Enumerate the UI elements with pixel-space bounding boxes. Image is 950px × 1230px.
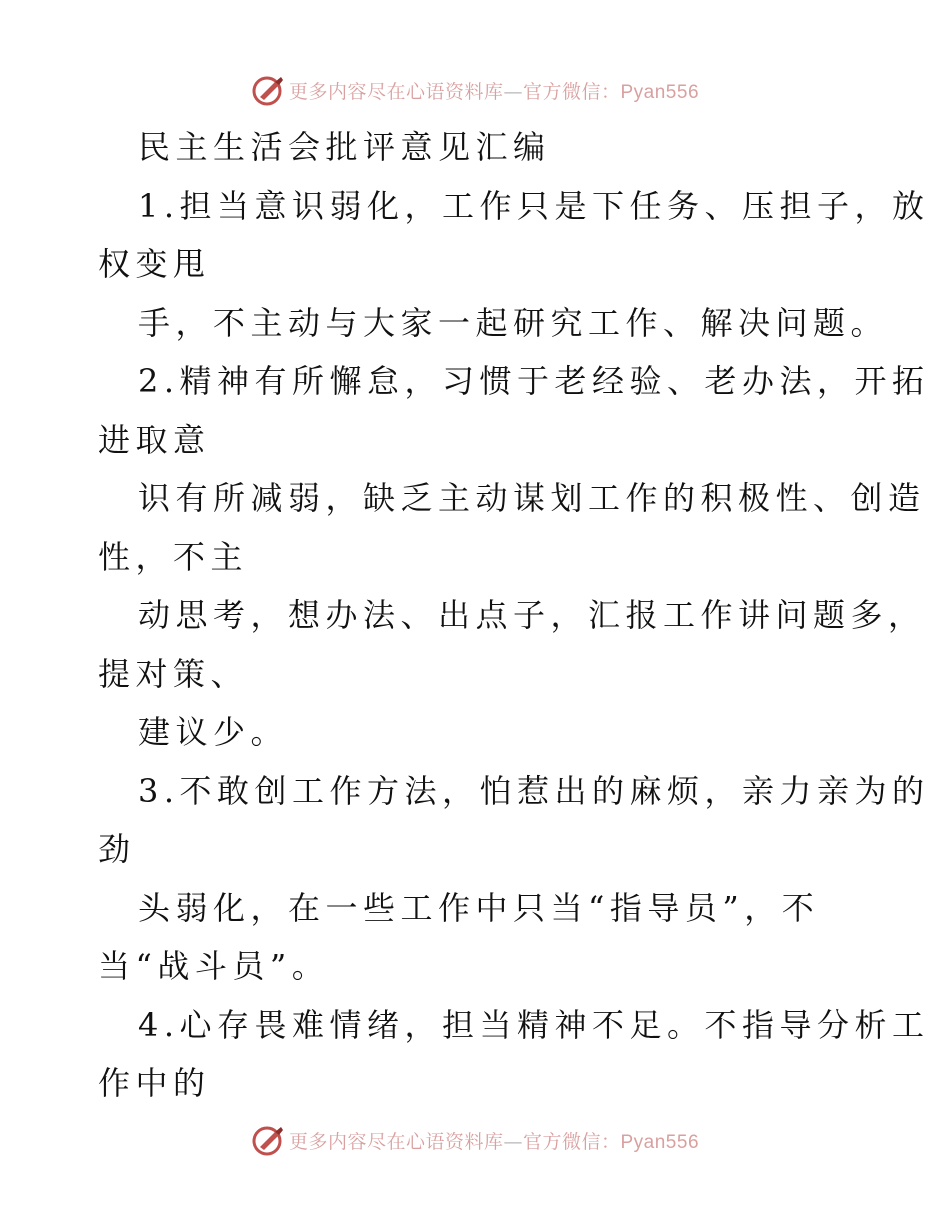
text-line: 性，不主 [98, 537, 249, 576]
pen-logo-icon [251, 73, 285, 107]
text-line: 提对策、 [98, 654, 249, 693]
text-line: 头弱化，在一些工作中只当“指导员”，不 [138, 888, 820, 927]
document-body [98, 118, 930, 1113]
text-line: 识有所减弱，缺乏主动谋划工作的积极性、创造 [138, 479, 926, 517]
text-line: 手，不主动与大家一起研究工作、解决问题。 [138, 303, 889, 342]
footer-watermark [0, 1120, 950, 1160]
text-line: 3.不敢创工作方法，怕惹出的麻烦，亲力亲为的 [138, 771, 930, 810]
text-line: 1.担当意识弱化，工作只是下任务、压担子，放 [138, 186, 930, 225]
watermark-text: 更多内容尽在心语资料库—官方微信：Pyan556 [288, 80, 700, 103]
text-line: 作中的 [98, 1064, 211, 1102]
text-line: 2.精神有所懈怠，习惯于老经验、老办法，开拓 [138, 362, 930, 400]
text-line: 权变甩 [98, 245, 211, 283]
document-title: 民主生活会批评意见汇编 [138, 128, 551, 166]
text-line: 动思考，想办法、出点子，汇报工作讲问题多， [138, 596, 926, 634]
text-line: 劲 [98, 830, 136, 868]
header-watermark [0, 70, 950, 110]
text-line: 当“战斗员”。 [98, 947, 330, 985]
text-line: 建议少。 [138, 713, 289, 751]
text-line: 进取意 [98, 420, 211, 459]
pen-logo-icon [251, 1123, 285, 1157]
watermark-text: 更多内容尽在心语资料库—官方微信：Pyan556 [288, 1130, 700, 1153]
text-line: 4.心存畏难情绪，担当精神不足。不指导分析工 [138, 1005, 930, 1044]
